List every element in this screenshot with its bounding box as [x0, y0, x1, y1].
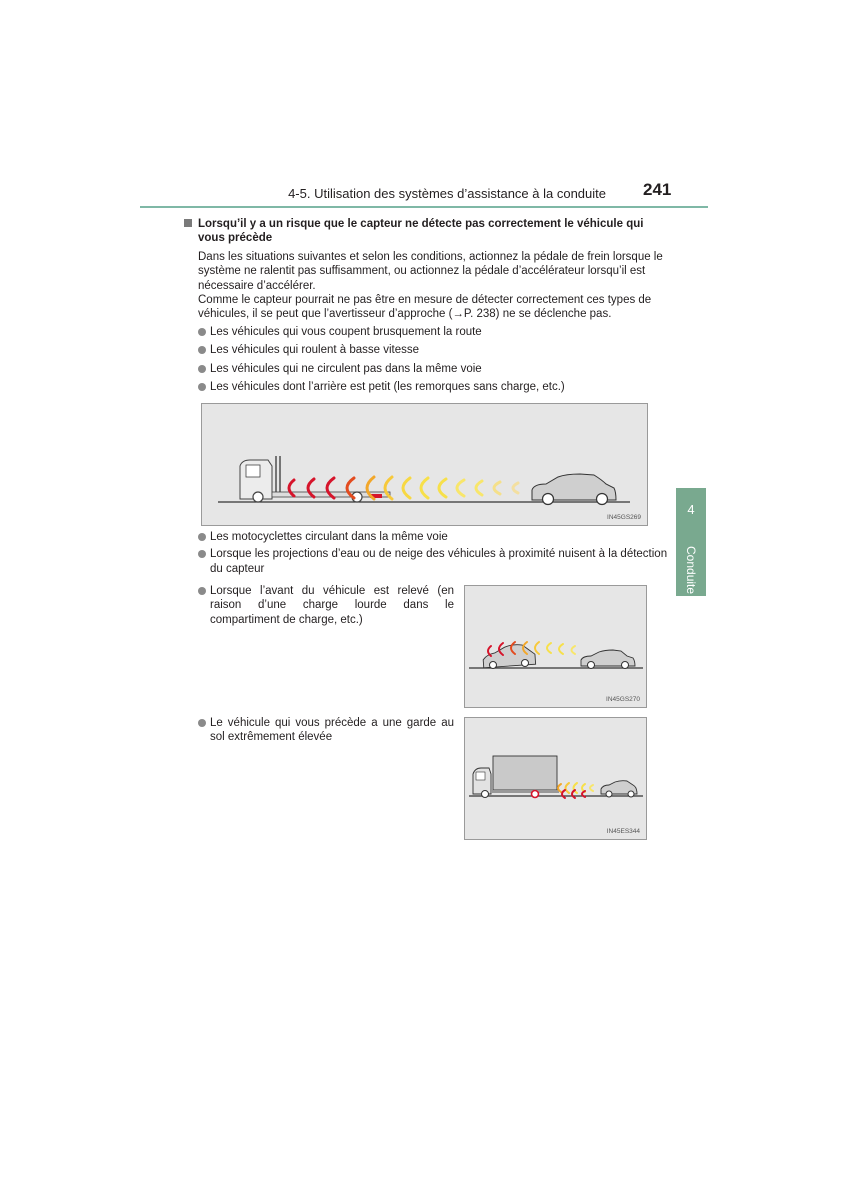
bullet-dot-icon — [198, 550, 206, 558]
bullet-list-raised-front — [198, 584, 454, 627]
bullet-dot-icon — [198, 365, 206, 373]
list-item-text: Lorsque l’avant du véhicule est relevé (en raison d’une charge lourde dans le compartiment de charge, etc.) — [210, 585, 454, 626]
illustration-truck-trailer — [201, 403, 648, 526]
page-number: 241 — [643, 180, 672, 199]
figure-code: IN45ES344 — [606, 828, 640, 835]
chapter-label: Conduite — [684, 546, 698, 595]
chapter-side-tab — [676, 488, 706, 596]
raised-front-svg — [465, 586, 646, 707]
bullet-list-high-clearance — [198, 716, 454, 745]
bullet-dot-icon — [198, 719, 206, 727]
body-paragraph-1: Dans les situations suivantes et selon les conditions, actionnez la pédale de frein lorsque le système ne ralentit pas suffisamment, ou actionnez la pédale d’accélérateur lorsqu’il est nécessaire d’accélérer. — [198, 251, 663, 292]
list-item — [198, 530, 668, 544]
chapter-title: 4-5. Utilisation des systèmes d’assistance à la conduite — [288, 186, 606, 201]
header-divider — [140, 206, 708, 208]
list-item-text: Les motocyclettes circulant dans la même voie — [210, 531, 448, 543]
list-item-text: Les véhicules dont l’arrière est petit (les remorques sans charge, etc.) — [210, 380, 565, 393]
list-item-text: Les véhicules qui ne circulent pas dans la même voie — [210, 362, 482, 375]
bullet-dot-icon — [198, 346, 206, 354]
truck-trailer-svg — [202, 404, 647, 525]
bullet-dot-icon — [198, 383, 206, 391]
body-paragraph-2: Comme le capteur pourrait ne pas être en mesure de détecter correctement ces types de véhicules, il se peut que l’avertisseur d’approche (→P. 238) ne se déclenche pas. — [198, 294, 652, 321]
bullet-dot-icon — [198, 328, 206, 336]
list-item-text: Les véhicules qui vous coupent brusquement la route — [210, 326, 482, 338]
list-item-text: Le véhicule qui vous précède a une garde au sol extrêmement élevée — [210, 717, 454, 744]
list-item — [198, 325, 668, 339]
bullet-list-vehicles — [198, 325, 668, 394]
chapter-number: 4 — [687, 502, 695, 517]
section-heading-text: Lorsqu’il y a un risque que le capteur ne détecte pas correctement le véhicule qui vous précède — [198, 218, 644, 244]
figure-code: IN45GS269 — [607, 514, 641, 521]
list-item-text: Les véhicules qui roulent à basse vitesse — [210, 344, 420, 357]
list-item — [198, 380, 668, 394]
bullet-list-motorcycles — [198, 530, 668, 576]
illustration-raised-front — [464, 585, 647, 708]
list-item — [198, 584, 454, 627]
bullet-dot-icon — [198, 533, 206, 541]
high-clearance-svg — [465, 718, 646, 839]
figure-code: IN45GS270 — [606, 696, 640, 703]
illustration-high-clearance — [464, 717, 647, 840]
list-item — [198, 547, 668, 576]
section-heading — [186, 217, 666, 245]
list-item-text: Lorsque les projections d’eau ou de neige des véhicules à proximité nuisent à la détection du capteur — [210, 548, 668, 575]
bullet-dot-icon — [198, 587, 206, 595]
list-item — [198, 343, 668, 357]
square-bullet-icon — [184, 219, 192, 227]
list-item — [198, 716, 454, 745]
list-item — [198, 362, 668, 376]
